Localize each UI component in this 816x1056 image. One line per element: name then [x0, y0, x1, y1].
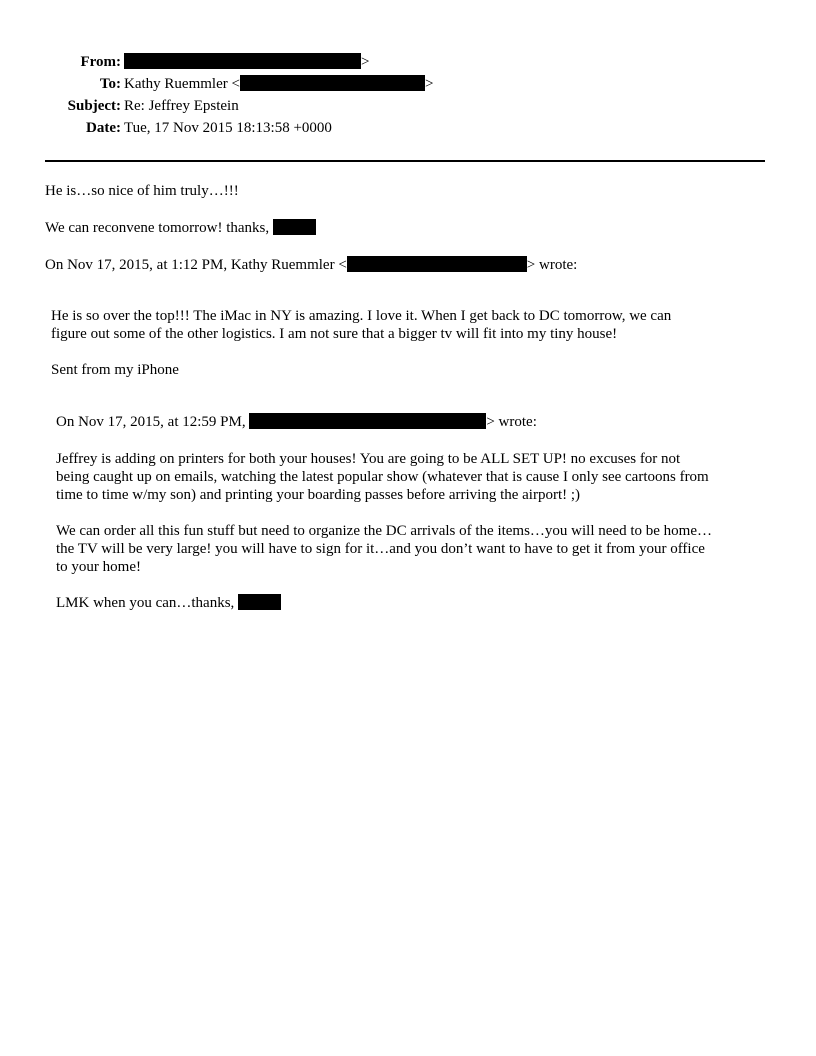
header-divider [45, 160, 765, 162]
reply-line-2: We can reconvene tomorrow! thanks, [45, 219, 316, 237]
subject-label: Subject: [67, 98, 121, 114]
quote2-para2-line-1: We can order all this fun stuff but need to organize the DC arrivals of the items…you will need to be home… [56, 523, 712, 539]
quote2-para2-line-3: to your home! [56, 559, 141, 575]
quote-intro-2: On Nov 17, 2015, at 12:59 PM, > wrote: [56, 414, 537, 430]
redacted-from-address [124, 53, 361, 69]
quote2-para1-line-1: Jeffrey is adding on printers for both your houses! You are going to be ALL SET UP! no excuses for not [56, 451, 681, 467]
quote-intro-1: On Nov 17, 2015, at 1:12 PM, Kathy Ruemmler < > wrote: [45, 257, 578, 273]
quote2-closing: LMK when you can…thanks, [56, 594, 281, 612]
to-label: To: [99, 76, 121, 92]
redacted-closing-signature [238, 594, 281, 610]
quote2-para1-line-3: time to time w/my son) and printing your boarding passes before arriving the airport! ;) [56, 487, 581, 503]
from-label: From: [80, 54, 121, 70]
from-suffix: > [361, 54, 370, 70]
redacted-signature [273, 219, 316, 235]
quote1-line-1: He is so over the top!!! The iMac in NY is amazing. I love it. When I get back to DC tomorrow, we can [51, 308, 672, 324]
reply-line-1: He is…so nice of him truly…!!! [45, 183, 239, 199]
date-label: Date: [86, 120, 121, 136]
to-suffix: > [424, 76, 434, 92]
quote1-line-2: figure out some of the other logistics. I am not sure that a bigger tv will fit into my tiny house! [51, 326, 618, 342]
quote2-para2-line-2: the TV will be very large! you will have to sign for it…and you don’t want to have to get it from your office [56, 541, 705, 557]
date-value: Tue, 17 Nov 2015 18:13:58 +0000 [124, 120, 332, 136]
redacted-email-2 [249, 413, 486, 429]
subject-value: Re: Jeffrey Epstein [124, 98, 239, 114]
redacted-email-1 [347, 256, 527, 272]
redacted-to-address [240, 75, 425, 91]
quote1-signature: Sent from my iPhone [51, 362, 179, 378]
to-name: Kathy Ruemmler < [124, 76, 240, 92]
quote2-para1-line-2: being caught up on emails, watching the latest popular show (whatever that is cause I only see cartoons from [56, 469, 709, 485]
